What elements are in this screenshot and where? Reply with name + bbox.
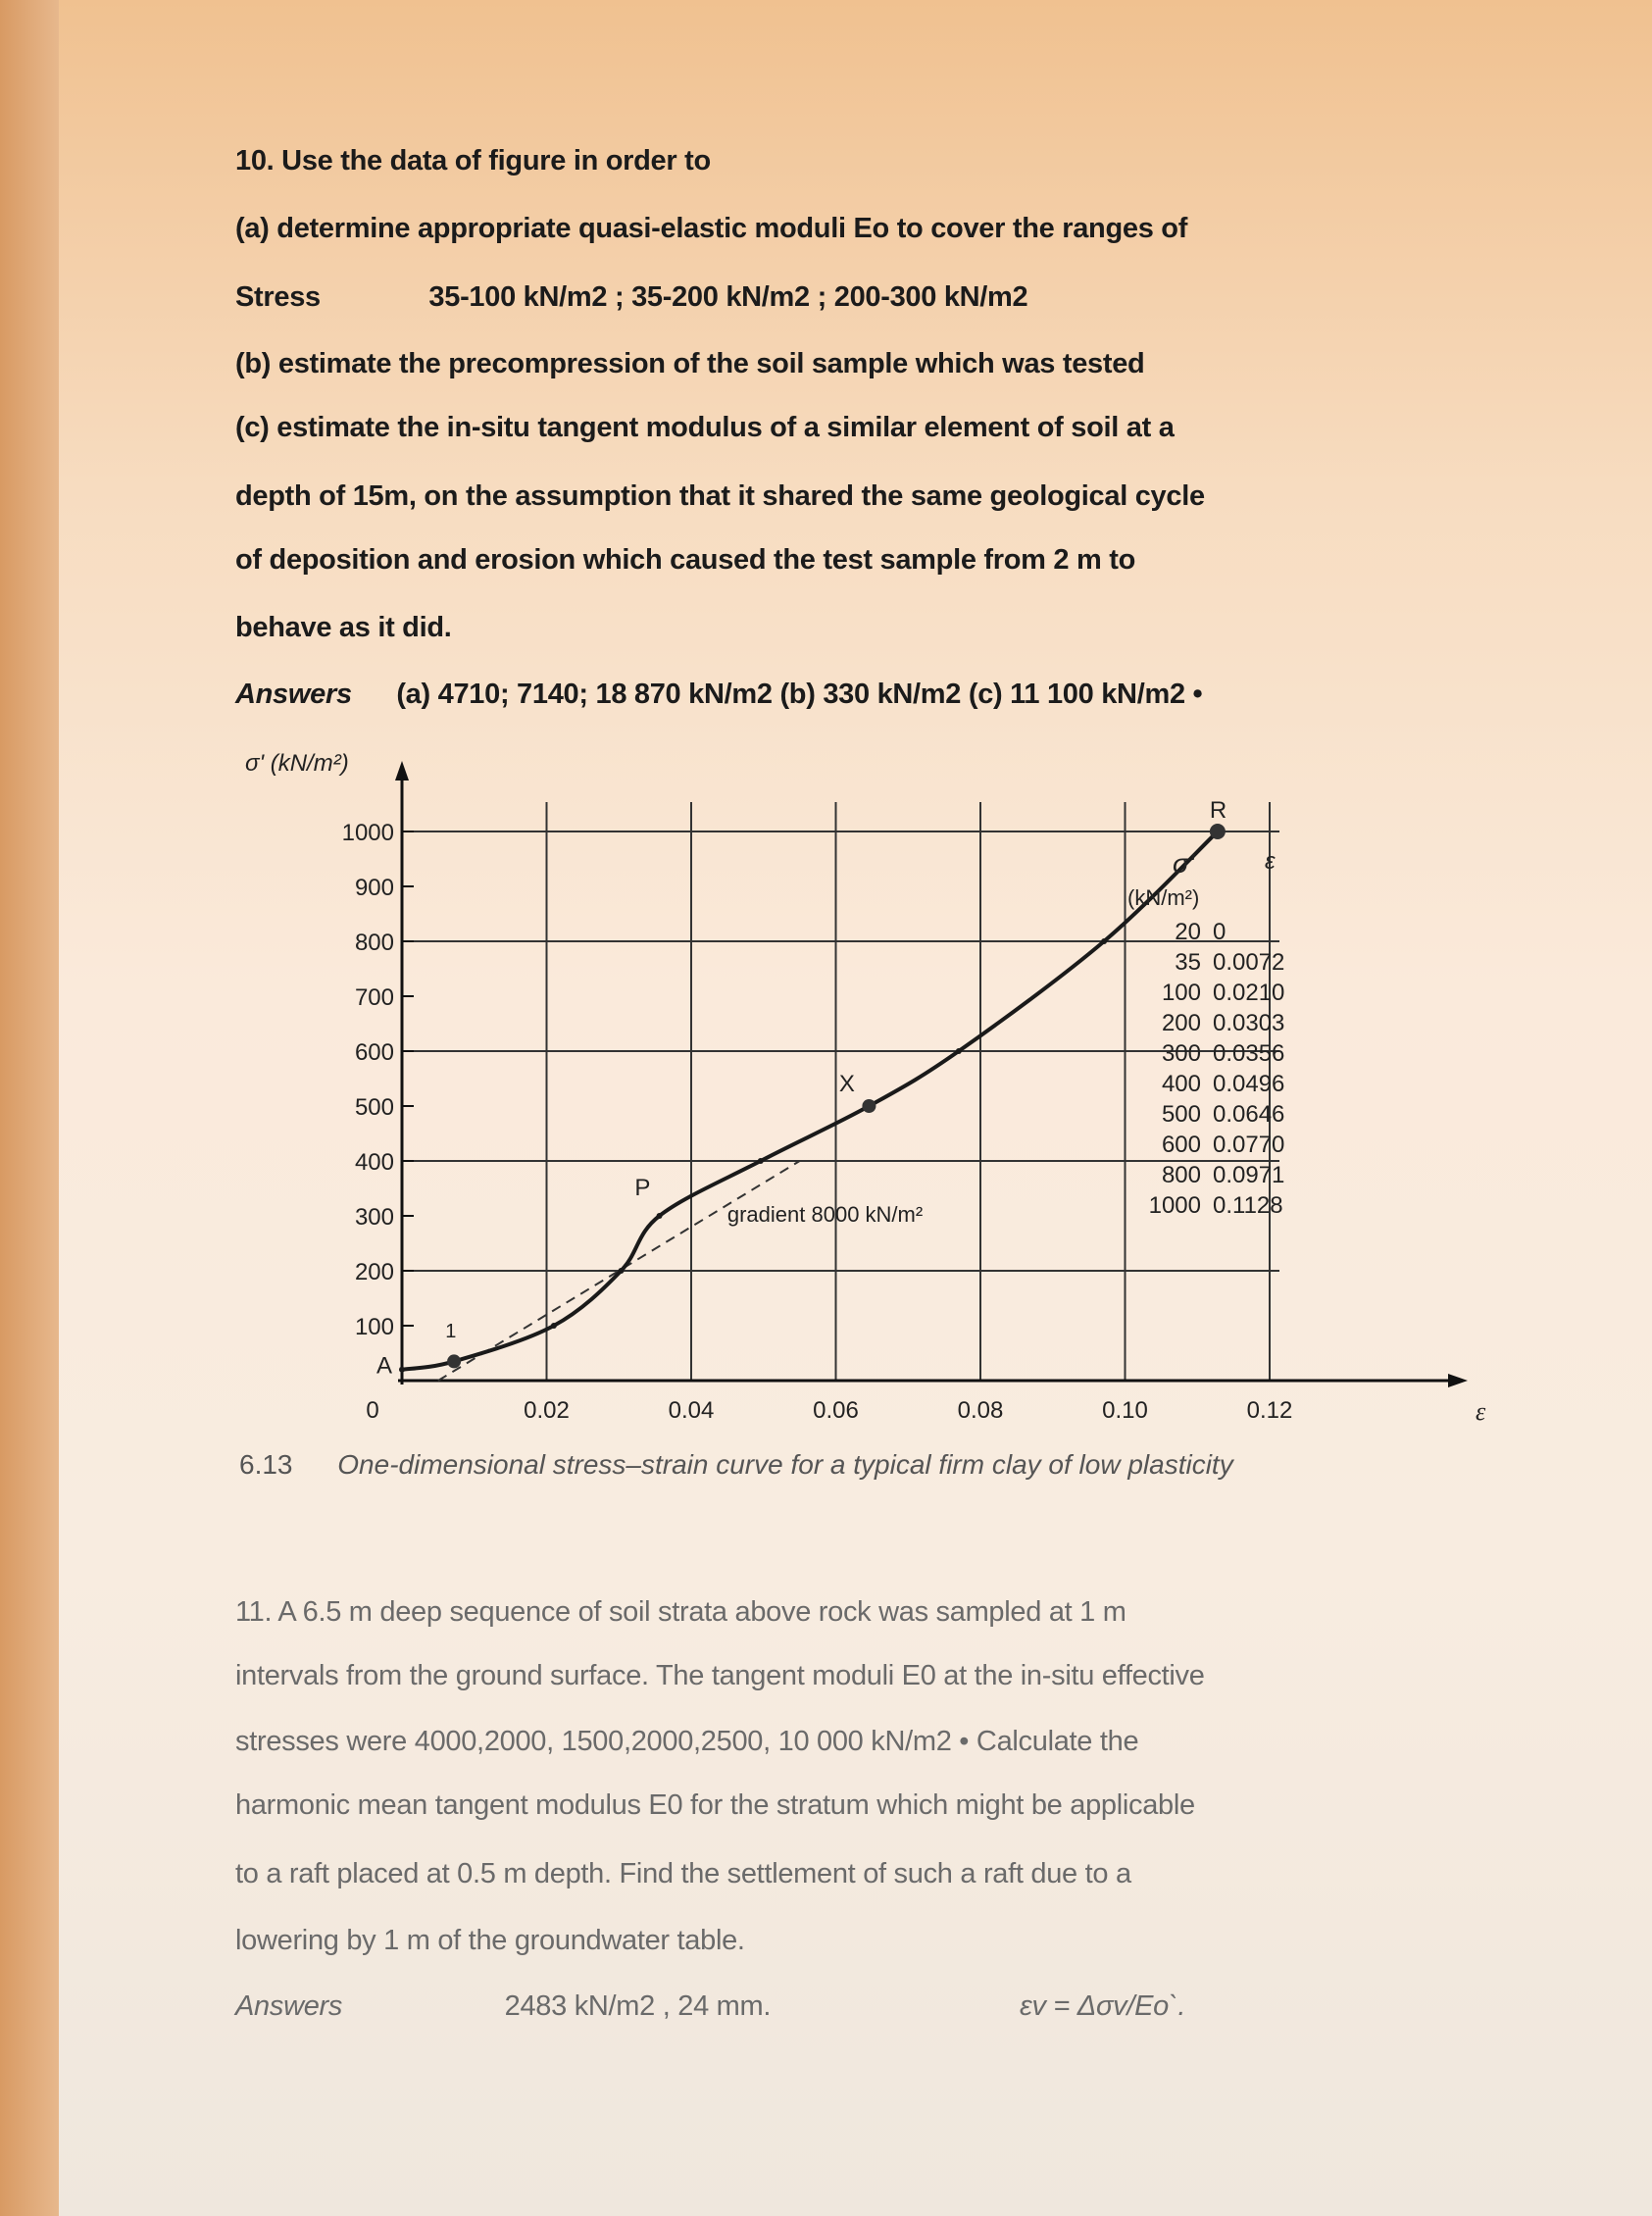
q11-answers-text: 2483 kN/m2 , 24 mm. <box>504 1990 772 2022</box>
y-tick-label: 400 <box>354 1149 394 1176</box>
data-point <box>758 1158 764 1164</box>
table-cell-strain: 0.0770 <box>1213 1132 1285 1158</box>
q11-answers-label: Answers <box>235 1990 343 2022</box>
q11-line-2: intervals from the ground surface. The tangent moduli E0 at the in-situ effective <box>235 1660 1205 1691</box>
q11-line-5: to a raft placed at 0.5 m depth. Find the settlement of such a raft due to a <box>235 1858 1131 1889</box>
q10-line-6: depth of 15m, on the assumption that it shared the same geological cycle <box>235 480 1205 512</box>
epsilon-header: ε <box>1265 848 1276 875</box>
x-tick-label: 0 <box>366 1397 379 1424</box>
q11-formula: εv = Δσv/Eo`. <box>1020 1990 1186 2022</box>
point-p-label: P <box>634 1175 651 1202</box>
table-cell-stress: 35 <box>1175 949 1201 976</box>
data-point <box>618 1268 624 1274</box>
x-axis-label: ε <box>1476 1397 1486 1426</box>
q10-answers <box>235 679 1202 711</box>
sigma-header: σ' <box>1173 848 1195 879</box>
q10-stress-label: Stress <box>235 281 321 313</box>
table-row <box>1127 947 1311 978</box>
table-row <box>1127 1008 1311 1038</box>
table-cell-stress: 20 <box>1175 919 1201 945</box>
table-cell-strain: 0.0356 <box>1213 1040 1285 1067</box>
table-cell-stress: 600 <box>1161 1132 1201 1158</box>
data-point <box>956 1048 962 1054</box>
figure-caption-text: One-dimensional stress–strain curve for a typical firm clay of low plasticity <box>337 1449 1233 1480</box>
table-row <box>1127 1160 1311 1190</box>
table-row <box>1127 1099 1311 1130</box>
q10-answers-text: (a) 4710; 7140; 18 870 kN/m2 (b) 330 kN/m2 (c) 11 100 kN/m2 • <box>396 679 1203 710</box>
x-tick-label: 0.08 <box>957 1397 1004 1424</box>
stress-strain-curve <box>402 831 1218 1370</box>
y-tick-label: 500 <box>354 1094 394 1121</box>
point-x-marker <box>862 1099 876 1113</box>
q10-line-1: 10. Use the data of figure in order to <box>235 145 711 176</box>
table-cell-stress: 200 <box>1161 1010 1201 1036</box>
table-cell-stress: 500 <box>1161 1101 1201 1128</box>
data-point <box>1101 938 1107 944</box>
data-point <box>399 1367 405 1373</box>
table-cell-strain: 0.0210 <box>1213 980 1285 1006</box>
point-x-label: X <box>838 1070 855 1097</box>
q11-line-3: stresses were 4000,2000, 1500,2000,2500, 10 000 kN/m2 • Calculate the <box>235 1726 1139 1757</box>
table-header <box>1127 848 1311 917</box>
q10-answers-label: Answers <box>235 679 352 710</box>
q10-line-7: of deposition and erosion which caused the test sample from 2 m to <box>235 544 1136 576</box>
data-point <box>657 1213 663 1219</box>
y-tick-label: 200 <box>354 1259 394 1285</box>
point-r-marker <box>1210 824 1226 839</box>
table-row <box>1127 917 1311 947</box>
point-a-marker <box>447 1354 461 1368</box>
table-cell-strain: 0.0072 <box>1213 949 1285 976</box>
y-tick-label: 1000 <box>341 820 394 846</box>
table-cell-stress: 1000 <box>1148 1192 1201 1219</box>
table-cell-strain: 0 <box>1213 919 1226 945</box>
table-row <box>1127 1038 1311 1069</box>
y-tick-label: 100 <box>354 1314 394 1340</box>
q11-answers <box>235 1990 1314 2023</box>
table-cell-strain: 0.0496 <box>1213 1071 1285 1097</box>
q11-line-4: harmonic mean tangent modulus E0 for the stratum which might be applicable <box>235 1789 1195 1821</box>
table-cell-strain: 0.1128 <box>1213 1192 1283 1219</box>
table-cell-stress: 400 <box>1161 1071 1201 1097</box>
table-cell-strain: 0.0303 <box>1213 1010 1285 1036</box>
figure-number: 6.13 <box>239 1449 293 1480</box>
q10-line-4: (b) estimate the precompression of the soil sample which was tested <box>235 348 1145 379</box>
q11-line-1: 11. A 6.5 m deep sequence of soil strata above rock was sampled at 1 m <box>235 1596 1126 1628</box>
table-rows <box>1127 917 1311 1221</box>
y-tick-label: 800 <box>354 930 394 956</box>
table-cell-strain: 0.0971 <box>1213 1162 1285 1188</box>
data-point <box>551 1323 557 1329</box>
table-row <box>1127 1130 1311 1160</box>
point-a-label: A <box>376 1352 393 1380</box>
y-tick-label: 600 <box>354 1039 394 1066</box>
q10-line-8: behave as it did. <box>235 612 452 643</box>
y-tick-label: 700 <box>354 984 394 1011</box>
unit-header: (kN/m²) <box>1127 885 1200 910</box>
background-left-band <box>0 0 59 2216</box>
origin-tick-mark-label: 1 <box>445 1321 457 1342</box>
q10-line-2: (a) determine appropriate quasi-elastic moduli Eo to cover the ranges of <box>235 213 1188 244</box>
q10-line-5: (c) estimate the in-situ tangent modulus of a similar element of soil at a <box>235 412 1175 443</box>
point-r-label: R <box>1209 797 1227 824</box>
x-tick-label: 0.10 <box>1102 1397 1148 1424</box>
y-axis-arrow <box>395 761 409 781</box>
q10-stress-ranges: 35-100 kN/m2 ; 35-200 kN/m2 ; 200-300 kN/m2 <box>428 281 1028 313</box>
table-row <box>1127 1069 1311 1099</box>
x-tick-label: 0.04 <box>668 1397 715 1424</box>
figure-caption <box>239 1449 1233 1481</box>
y-tick-label: 300 <box>354 1204 394 1231</box>
chart-series <box>399 824 1226 1381</box>
table-cell-strain: 0.0646 <box>1213 1101 1285 1128</box>
q10-stress-line <box>235 281 1027 314</box>
gradient-label: gradient 8000 kN/m² <box>726 1202 924 1227</box>
y-axis-label: σ' (kN/m²) <box>245 750 349 777</box>
x-tick-label: 0.12 <box>1246 1397 1293 1424</box>
table-cell-stress: 800 <box>1161 1162 1201 1188</box>
table-cell-stress: 300 <box>1161 1040 1201 1067</box>
x-tick-label: 0.02 <box>524 1397 570 1424</box>
x-tick-label: 0.06 <box>813 1397 859 1424</box>
y-tick-label: 900 <box>354 875 394 901</box>
stress-strain-table <box>1127 848 1311 1221</box>
q11-line-6: lowering by 1 m of the groundwater table. <box>235 1925 745 1956</box>
table-row <box>1127 1190 1311 1221</box>
table-cell-stress: 100 <box>1161 980 1201 1006</box>
table-row <box>1127 978 1311 1008</box>
